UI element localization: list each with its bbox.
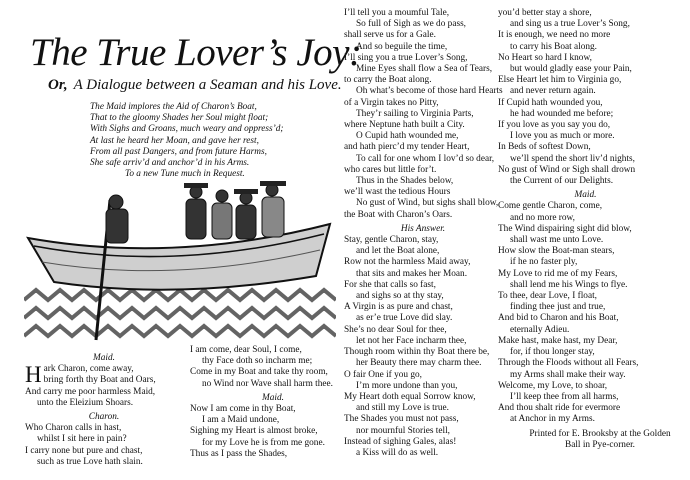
- verse-line: The Shades you must not pass,: [344, 414, 459, 425]
- verse-line: So full of Sigh as we do pass,: [356, 19, 467, 30]
- verse-line: To thee, dear Love, I float,: [498, 291, 597, 302]
- verse-line: let not her Face incharm thee,: [356, 335, 467, 346]
- argument-line: She safe arriv’d and anchor’d in his Arms.: [90, 158, 250, 169]
- verse-line: and no more row,: [510, 212, 575, 223]
- verse-column-3: [344, 8, 502, 459]
- verse-line: no Wind nor Wave shall harm thee.: [202, 378, 333, 389]
- verse-line: but would gladly ease your Pain,: [510, 64, 632, 75]
- verse-line: bring forth thy Boat and Oars,: [43, 375, 156, 386]
- verse-line: for, if thou longer stay,: [510, 347, 595, 358]
- verse-line: if he no faster ply,: [510, 257, 578, 268]
- verse-line: Come gentle Charon, come,: [498, 201, 603, 212]
- verse-line: shall wast me unto Love.: [510, 235, 604, 246]
- verse-line: I carry none but pure and chast,: [25, 445, 143, 456]
- verse-line: shall serve us for a Gale.: [344, 30, 436, 41]
- verse-line: and never return again.: [510, 86, 596, 97]
- argument-line: With Sighs and Groans, much weary and oppress’d;: [90, 124, 284, 135]
- verse-line: She’s no dear Soul for thee,: [344, 324, 447, 335]
- subtitle-text: A Dialogue between a Seaman and his Love.: [73, 77, 342, 93]
- verse-line: of a Virgin takes no Pitty,: [344, 97, 439, 108]
- verse-line: Mine Eyes shall flow a Sea of Tears,: [356, 64, 493, 75]
- verse-line: Sighing my Heart is almost broke,: [190, 426, 318, 437]
- verse-line: we’ll wast the tedious Hours: [344, 187, 451, 198]
- verse-line: that sits and makes her Moan.: [356, 268, 468, 279]
- verse-column-b: [190, 345, 356, 460]
- verse-line: The Wind dispairing sight did blow,: [498, 223, 632, 234]
- verse-line: To call for one whom I lov’d so dear,: [356, 153, 495, 164]
- verse-line: I’ll tell you a moumful Tale,: [344, 8, 450, 18]
- verse-line: whilst I sit here in pain?: [37, 434, 127, 445]
- speaker-heading: Maid.: [574, 190, 597, 201]
- argument-line: That to the gloomy Shades her Soul might float;: [90, 113, 269, 124]
- verse-line: and sing us a true Lover’s Song,: [510, 19, 630, 30]
- verse-line: Though room within thy Boat there be,: [344, 347, 490, 358]
- verse-line: I love you as much or more.: [510, 131, 615, 142]
- verse-line: and let the Boat alone,: [356, 246, 440, 257]
- verse-line: Thus as I pass the Shades,: [190, 448, 288, 459]
- verse-line: a Kiss will do as well.: [356, 447, 439, 458]
- verse-line: My Love to rid me of my Fears,: [498, 268, 618, 279]
- verse-line: They’r sailing to Virginia Parts,: [356, 108, 474, 119]
- verse-line: How slow the Boat-man stears,: [498, 246, 615, 257]
- argument-line: From all past Dangers, and from future Harms,: [90, 146, 267, 157]
- verse-line: And carry me poor harmless Maid,: [25, 386, 156, 397]
- verse-line: Else Heart let him to Virginia go,: [498, 75, 622, 86]
- verse-line: and sighs so at thy stay,: [356, 291, 444, 302]
- verse-line: A Virgin is as pure and chast,: [344, 302, 453, 313]
- verse-line: finding thee just and true,: [510, 302, 606, 313]
- argument-line: At last he heard her Moan, and gave her rest,: [90, 135, 259, 146]
- verse-line: I’ll keep thee from all harms,: [510, 391, 619, 402]
- verse-line: Through the Floods without all Fears,: [498, 358, 639, 369]
- verse-line: Stay, gentle Charon, stay,: [344, 235, 439, 246]
- verse-line: shall lend me his Wings to flye.: [510, 279, 628, 290]
- verse-line: he had wounded me before;: [510, 108, 614, 119]
- ballad-title: The True Lover’s Joy:: [30, 31, 362, 74]
- verse-line: No Heart so hard I know,: [498, 52, 592, 63]
- imprint-line: Printed for E. Brooksby at the Golden: [529, 429, 671, 439]
- verse-line: and hath pierc’d my tender Heart,: [344, 142, 470, 153]
- verse-line: Thus in the Shades below,: [356, 176, 454, 187]
- verse-line: such as true Love hath slain.: [37, 456, 143, 467]
- verse-line: No gust of Wind or Sigh shall drown: [498, 164, 636, 175]
- tune-line: To a new Tune much in Request.: [125, 169, 245, 179]
- subtitle-or: Or,: [48, 77, 68, 93]
- verse-line: ark Charon, come away,: [43, 364, 134, 375]
- verse-line: O fair One if you go,: [344, 369, 422, 380]
- verse-line: thy Face doth so incharm me;: [202, 356, 313, 367]
- verse-line: my Arms shall make their way.: [510, 369, 626, 380]
- ballad-subtitle: [48, 77, 342, 94]
- verse-line: I am a Maid undone,: [202, 415, 280, 426]
- verse-line: we’ll spend the short liv’d nights,: [510, 153, 635, 164]
- verse-line: And thou shalt ride for evermore: [498, 403, 621, 414]
- verse-column-4: [498, 8, 673, 426]
- verse-line: And bid to Charon and his Boat,: [498, 313, 619, 324]
- verse-line: you’d better stay a shore,: [498, 8, 592, 18]
- verse-line: No gust of Wind, but sighs shall blow,: [356, 198, 499, 209]
- verse-line: My Heart doth equal Sorrow know,: [344, 391, 476, 402]
- speaker-heading: Maid.: [93, 353, 115, 363]
- boat-woodcut-image: [24, 180, 336, 350]
- verse-line: Make hast, make hast, my Dear,: [498, 335, 618, 346]
- verse-line: the Current of our Delights.: [510, 176, 614, 187]
- verse-line: at Anchor in my Arms.: [510, 414, 595, 425]
- verse-line: Come in my Boat and take thy room,: [190, 367, 328, 378]
- verse-line: I am come, dear Soul, I come,: [190, 345, 302, 355]
- imprint-line: Ball in Pye-corner.: [565, 440, 635, 451]
- verse-line: Welcome, my Love, to shoar,: [498, 380, 608, 391]
- drop-cap: H: [25, 362, 42, 388]
- argument-line: The Maid implores the Aid of Charon’s Boat,: [90, 102, 257, 112]
- verse-line: nor mournful Stories tell,: [356, 425, 450, 436]
- verse-line: for my Love he is from me gone.: [202, 437, 325, 448]
- verse-line: For she that calls so fast,: [344, 279, 436, 290]
- verse-line: who cares but little for’t.: [344, 164, 437, 175]
- verse-line: to carry his Boat along.: [510, 41, 598, 52]
- verse-line: as er’e true Love did slay.: [356, 313, 453, 324]
- speaker-heading: Maid.: [262, 392, 284, 403]
- verse-line: the Boat with Charon’s Oars.: [344, 209, 453, 220]
- verse-line: Instead of sighing Gales, alas!: [344, 436, 457, 447]
- verse-line: I’ll sing you a true Lover’s Song,: [344, 52, 468, 63]
- verse-line: Oh what’s become of those hard Hearts: [356, 86, 503, 97]
- verse-column-a: [25, 353, 183, 468]
- verse-line: In Beds of softest Down,: [498, 142, 591, 153]
- verse-line: Who Charon calls in hast,: [25, 423, 122, 434]
- verse-line: and still my Love is true.: [356, 403, 449, 414]
- argument-verse: [90, 102, 325, 169]
- verse-line: Now I am come in thy Boat,: [190, 404, 296, 415]
- verse-line: unto the Eleizium Shoars.: [37, 397, 134, 408]
- verse-line: her Beauty there may charm thee.: [356, 358, 482, 369]
- speaker-heading: Charon.: [88, 412, 120, 423]
- verse-line: If Cupid hath wounded you,: [498, 97, 603, 108]
- verse-line: If you love as you say you do,: [498, 120, 611, 131]
- verse-line: where Neptune hath built a City.: [344, 120, 465, 131]
- verse-line: It is enough, we need no more: [498, 30, 611, 41]
- verse-line: eternally Adieu.: [510, 324, 570, 335]
- printer-imprint: [520, 429, 680, 451]
- verse-line: to carry the Boat along.: [344, 75, 432, 86]
- verse-line: And so beguile the time,: [356, 41, 448, 52]
- verse-line: I’m more undone than you,: [356, 380, 458, 391]
- speaker-heading: His Answer.: [400, 223, 446, 234]
- verse-line: Row not the harmless Maid away,: [344, 257, 471, 268]
- verse-line: O Cupid hath wounded me,: [356, 131, 459, 142]
